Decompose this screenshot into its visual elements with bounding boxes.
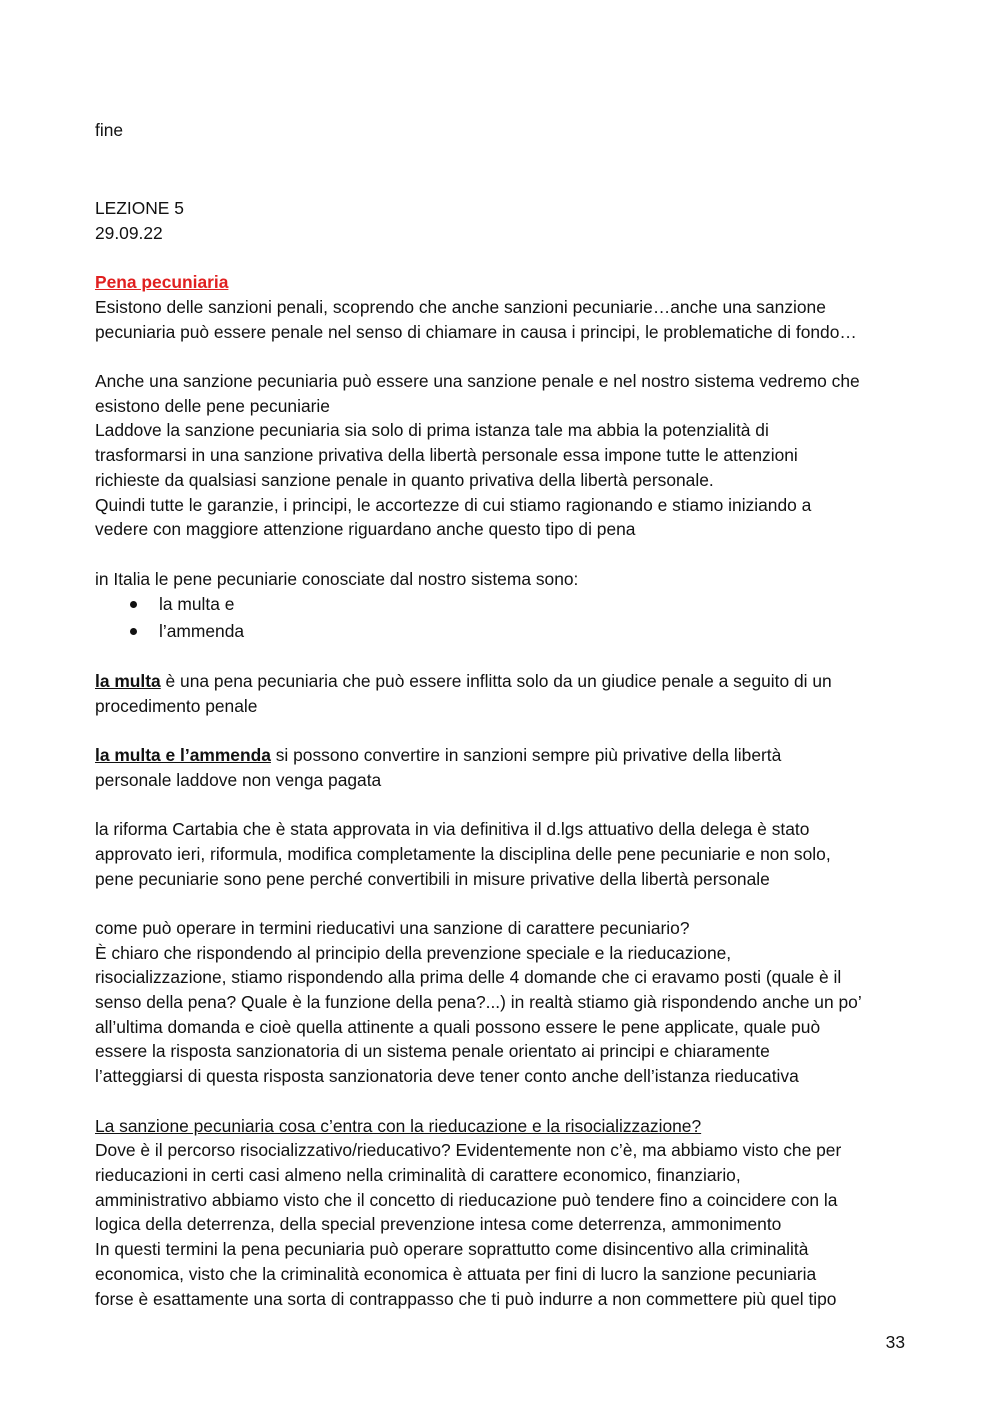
spacer	[95, 718, 915, 743]
text-line: all’ultima domanda e cioè quella attinente a quali possono essere le pene applicate, quale può	[95, 1016, 821, 1037]
text-line	[95, 669, 915, 694]
paragraph-final	[95, 1138, 915, 1311]
section-title: Pena pecuniaria	[95, 272, 229, 293]
document-page	[95, 118, 915, 1311]
text-line: logica della deterrenza, della special prevenzione intesa come deterrenza, ammonimento	[95, 1214, 782, 1235]
text-line	[95, 743, 915, 768]
paragraph-cartabia	[95, 817, 915, 891]
text-line: In questi termini la pena pecuniaria può operare soprattutto come disincentivo alla criminalità	[95, 1239, 809, 1260]
paragraph-pene-pecuniarie	[95, 369, 915, 542]
paragraph-rieducativi	[95, 916, 915, 1089]
spacer	[95, 1089, 915, 1114]
top-word: fine	[95, 120, 124, 140]
text-line: la riforma Cartabia che è stata approvata in via definitiva il d.lgs attuativo della delega è stato	[95, 819, 810, 840]
text-line: l’atteggiarsi di questa risposta sanzionatoria deve tener conto anche dell’istanza rieducativa	[95, 1066, 799, 1087]
paragraph-multa-ammenda	[95, 743, 915, 792]
text-line: procedimento penale	[95, 695, 258, 716]
text-line: esistono delle pene pecuniarie	[95, 395, 330, 416]
text-span: si possono convertire in sanzioni sempre più privative della libertà	[270, 745, 782, 766]
spacer	[95, 542, 915, 567]
bullet-list	[95, 591, 915, 644]
spacer	[95, 143, 915, 192]
list-item-label: la multa e	[159, 594, 235, 615]
text-line: amministrativo abbiamo visto che il concetto di rieducazione può tendere fino a coincidere con la	[95, 1189, 838, 1210]
text-line: vedere con maggiore attenzione riguardano anche questo tipo di pena	[95, 519, 636, 540]
page-number: 33	[885, 1332, 905, 1352]
paragraph-multa	[95, 669, 915, 718]
spacer	[95, 246, 915, 271]
spacer	[95, 891, 915, 916]
term-multa-ammenda: la multa e l’ammenda	[95, 745, 271, 766]
lesson-date: 29.09.22	[95, 222, 163, 243]
text-line: È chiaro che rispondendo al principio della prevenzione speciale e la rieducazione,	[95, 942, 732, 963]
text-line: Esistono delle sanzioni penali, scoprendo che anche sanzioni pecuniarie…anche una sanzione	[95, 296, 826, 317]
spacer	[95, 792, 915, 817]
spacer	[95, 644, 915, 669]
text-line: come può operare in termini rieducativi una sanzione di carattere pecuniario?	[95, 917, 690, 938]
text-line: Anche una sanzione pecuniaria può essere una sanzione penale e nel nostro sistema vedremo che	[95, 370, 860, 391]
list-item	[95, 618, 915, 645]
list-item-label: l’ammenda	[159, 620, 245, 641]
paragraph-intro	[95, 295, 915, 344]
text-line: Laddove la sanzione pecuniaria sia solo di prima istanza tale ma abbia la potenzialità di	[95, 420, 769, 441]
text-line: risocializzazione, stiamo rispondendo alla prima delle 4 domande che ci eravamo posti (quale è il	[95, 967, 842, 988]
text-line: essere la risposta sanzionatoria di un sistema penale orientato ai principi e chiaramente	[95, 1041, 770, 1062]
bullet-icon	[130, 628, 137, 635]
text-line: trasformarsi in una sanzione privativa della libertà personale essa impone tutte le attenzioni	[95, 445, 798, 466]
list-intro: in Italia le pene pecuniarie conosciate dal nostro sistema sono:	[95, 568, 579, 589]
spacer	[95, 344, 915, 369]
list-item	[95, 591, 915, 618]
text-line: personale laddove non venga pagata	[95, 769, 382, 790]
text-line: rieducazioni in certi casi almeno nella criminalità di carattere economico, finanziario,	[95, 1164, 741, 1185]
text-line: richieste da qualsiasi sanzione penale in quanto privativa della libertà personale.	[95, 469, 714, 490]
text-line: economica, visto che la criminalità economica è attuata per fini di lucro la sanzione pecuniaria	[95, 1263, 817, 1284]
lesson-label: LEZIONE 5	[95, 198, 184, 219]
bullet-icon	[130, 601, 137, 608]
text-line: pecuniaria può essere penale nel senso di chiamare in causa i principi, le problematiche di fondo…	[95, 321, 857, 342]
text-line: approvato ieri, riformula, modifica completamente la disciplina delle pene pecuniarie e non solo,	[95, 843, 831, 864]
text-span: è una pena pecuniaria che può essere inflitta solo da un giudice penale a seguito di un	[160, 670, 832, 691]
text-line: forse è esattamente una sorta di contrappasso che ti può indurre a non commettere più quel tipo	[95, 1288, 837, 1309]
text-line: Dove è il percorso risocializzativo/rieducativo? Evidentemente non c’è, ma abbiamo visto che per	[95, 1140, 842, 1161]
text-line: Quindi tutte le garanzie, i principi, le accortezze di cui stiamo ragionando e stiamo iniziando a	[95, 494, 812, 515]
term-multa: la multa	[95, 670, 161, 691]
text-line: pene pecuniarie sono pene perché convertibili in misure privative della libertà personale	[95, 868, 770, 889]
subheading: La sanzione pecuniaria cosa c’entra con la rieducazione e la risocializzazione?	[95, 1115, 702, 1136]
text-line: senso della pena? Quale è la funzione della pena?...) in realtà stiamo già rispondendo anche un po’	[95, 992, 862, 1013]
